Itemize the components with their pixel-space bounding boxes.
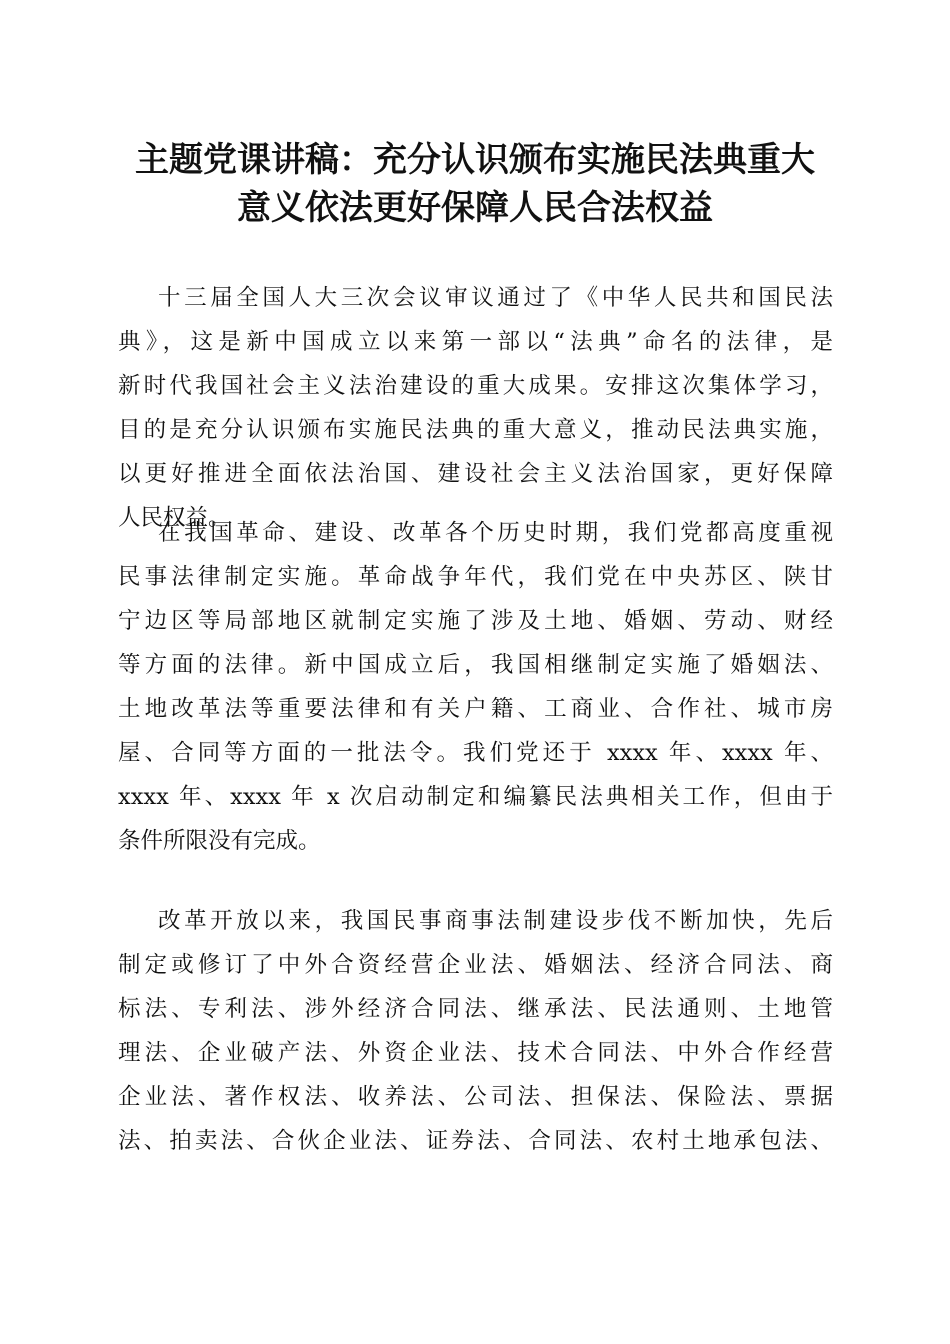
paragraph-line: xxxx 年、xxxx 年 x 次启动制定和编纂民法典相关工作，但由于	[118, 784, 833, 810]
document-title-line-1: 主题党课讲稿：充分认识颁布实施民法典重大	[135, 140, 815, 180]
paragraph-line: 标法、专利法、涉外经济合同法、继承法、民法通则、土地管	[118, 996, 833, 1022]
paragraph-line: 条件所限没有完成。	[118, 828, 321, 854]
paragraph-line: 宁边区等局部地区就制定实施了涉及土地、婚姻、劳动、财经	[118, 608, 833, 634]
paragraph-line: 目的是充分认识颁布实施民法典的重大意义，推动民法典实施，	[118, 417, 833, 443]
paragraph-line: 以更好推进全面依法治国、建设社会主义法治国家，更好保障	[118, 461, 833, 487]
paragraph-line: 在我国革命、建设、改革各个历史时期，我们党都高度重视	[158, 520, 833, 546]
paragraph-line: 民事法律制定实施。革命战争年代，我们党在中央苏区、陕甘	[118, 564, 833, 590]
paragraph-line: 十三届全国人大三次会议审议通过了《中华人民共和国民法	[158, 285, 833, 311]
paragraph-line: 制定或修订了中外合资经营企业法、婚姻法、经济合同法、商	[118, 952, 833, 978]
paragraph-line: 人民权益。	[118, 505, 231, 531]
paragraph-line: 土地改革法等重要法律和有关户籍、工商业、合作社、城市房	[118, 696, 833, 722]
document-title-line-2: 意义依法更好保障人民合法权益	[237, 188, 713, 228]
paragraph-line: 屋、合同等方面的一批法令。我们党还于 xxxx 年、xxxx 年、	[118, 740, 833, 766]
paragraph-line: 理法、企业破产法、外资企业法、技术合同法、中外合作经营	[118, 1040, 833, 1066]
paragraph-line: 新时代我国社会主义法治建设的重大成果。安排这次集体学习，	[118, 373, 833, 399]
paragraph-line: 法、拍卖法、合伙企业法、证券法、合同法、农村土地承包法、	[118, 1128, 833, 1154]
paragraph-line: 改革开放以来，我国民事商事法制建设步伐不断加快，先后	[158, 908, 833, 934]
paragraph-line: 典》，这是新中国成立以来第一部以“法典”命名的法律，是	[118, 329, 833, 355]
paragraph-line: 等方面的法律。新中国成立后，我国相继制定实施了婚姻法、	[118, 652, 833, 678]
paragraph-line: 企业法、著作权法、收养法、公司法、担保法、保险法、票据	[118, 1084, 833, 1110]
